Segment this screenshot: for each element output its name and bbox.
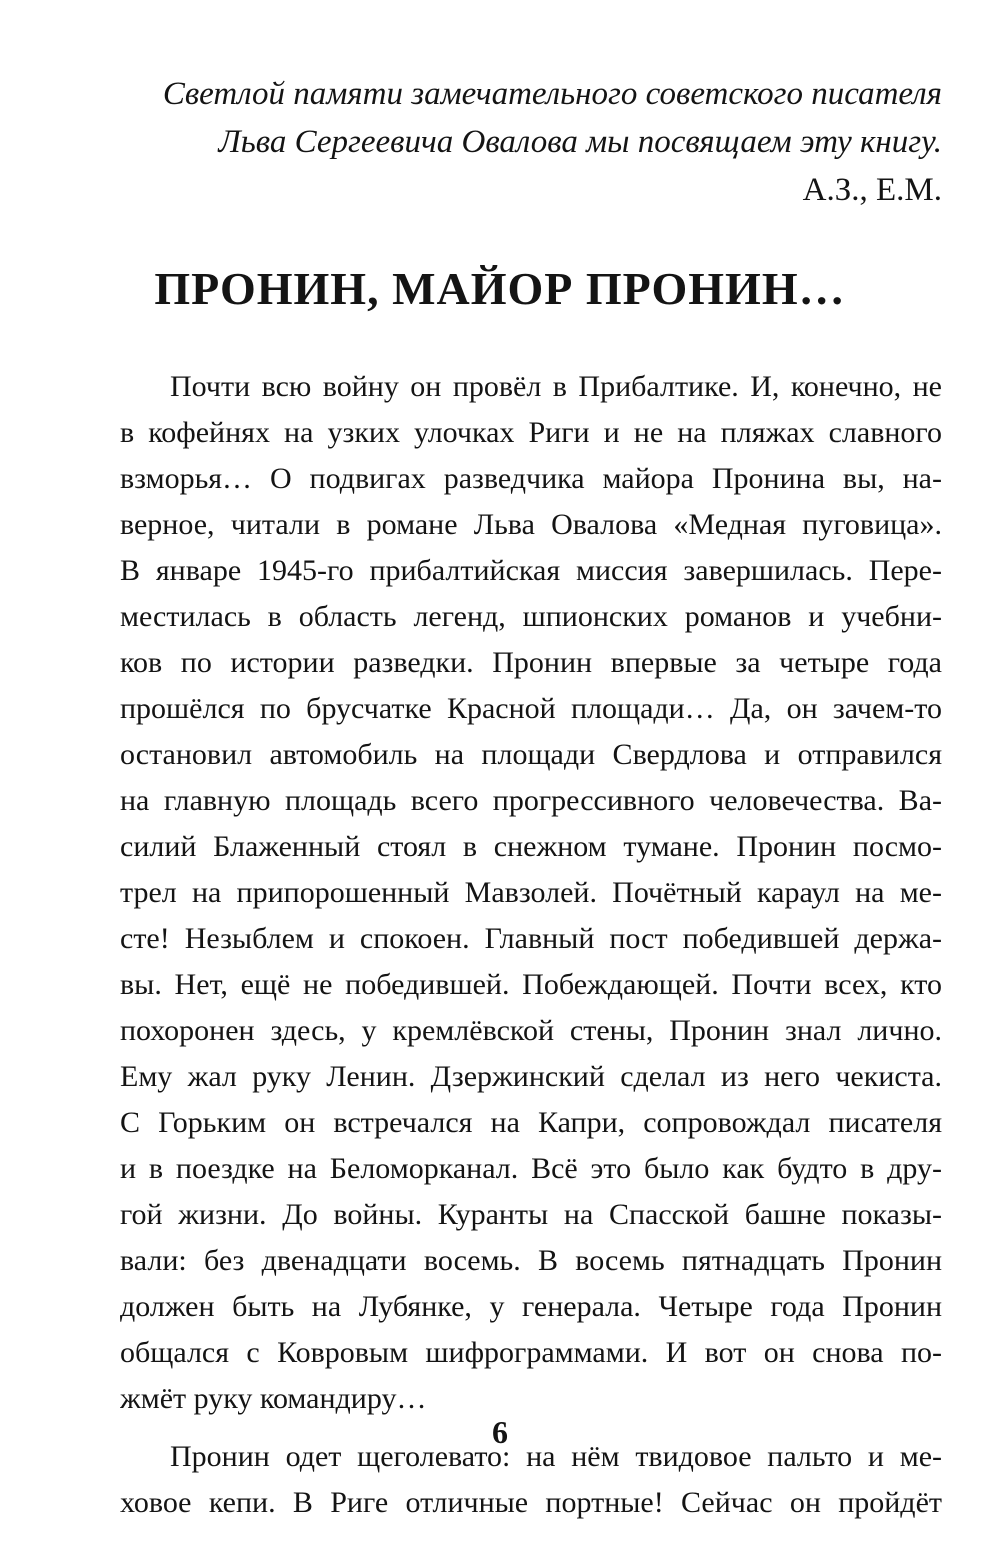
text-line: должен быть на Лубянке, у генерала. Четыре года Пронин [120,1290,942,1323]
text-line: местилась в область легенд, шпионских романов и учебни- [120,600,942,633]
dedication-initials: А.З., Е.М. [802,172,942,208]
dedication-line: Льва Сергеевича Овалова мы посвящаем эту книгу. [218,124,942,160]
text-line: силий Блаженный стоял в снежном тумане. Пронин посмо- [120,830,942,863]
text-line: С Горьким он встречался на Капри, сопровождал писателя [120,1106,942,1139]
text-line: и в поездке на Беломорканал. Всё это было как будто в дру- [120,1152,942,1185]
text-line: гой жизни. До войны. Куранты на Спасской башне показы- [120,1198,942,1231]
text-line: похоронен здесь, у кремлёвской стены, Пронин знал лично. [120,1014,942,1047]
text-line: В январе 1945-го прибалтийская миссия завершилась. Пере- [120,554,942,587]
text-line: жмёт руку командиру… [120,1382,427,1415]
text-line: Ему жал руку Ленин. Дзержинский сделал из него чекиста. [120,1060,942,1093]
text-line: общался с Ковровым шифрограммами. И вот он снова по- [120,1336,942,1369]
text-line: вы. Нет, ещё не победившей. Побеждающей. Почти всех, кто [120,968,942,1001]
text-line: Пронин одет щеголевато: на нём твидовое пальто и ме- [170,1440,942,1473]
dedication-line: Светлой памяти замечательного советского писателя [162,76,942,112]
text-line: сте! Незыблем и спокоен. Главный пост победившей держа- [120,922,942,955]
text-line: в кофейнях на узких улочках Риги и не на пляжах славного [120,416,942,449]
body-text [120,364,942,1526]
text-line: ков по истории разведки. Пронин впервые за четыре года [120,646,942,679]
page-number: 6 [492,1414,508,1450]
text-line: вали: без двенадцати восемь. В восемь пятнадцать Пронин [120,1244,942,1277]
text-line: на главную площадь всего прогрессивного человечества. Ва- [120,784,942,817]
text-line: Почти всю войну он провёл в Прибалтике. И, конечно, не [170,370,942,403]
text-line: взморья… О подвигах разведчика майора Пронина вы, на- [120,462,942,495]
text-line: верное, читали в романе Льва Овалова «Медная пуговица». [120,508,942,541]
text-line: прошёлся по брусчатке Красной площади… Да, он зачем-то [120,692,942,725]
text-line: остановил автомобиль на площади Свердлова и отправился [120,738,942,771]
text-line: трел на припорошенный Мавзолей. Почётный караул на ме- [120,876,942,909]
text-line: ховое кепи. В Риге отличные портные! Сейчас он пройдёт [120,1486,942,1519]
chapter-title: ПРОНИН, МАЙОР ПРОНИН… [154,263,846,314]
dedication [82,70,942,214]
